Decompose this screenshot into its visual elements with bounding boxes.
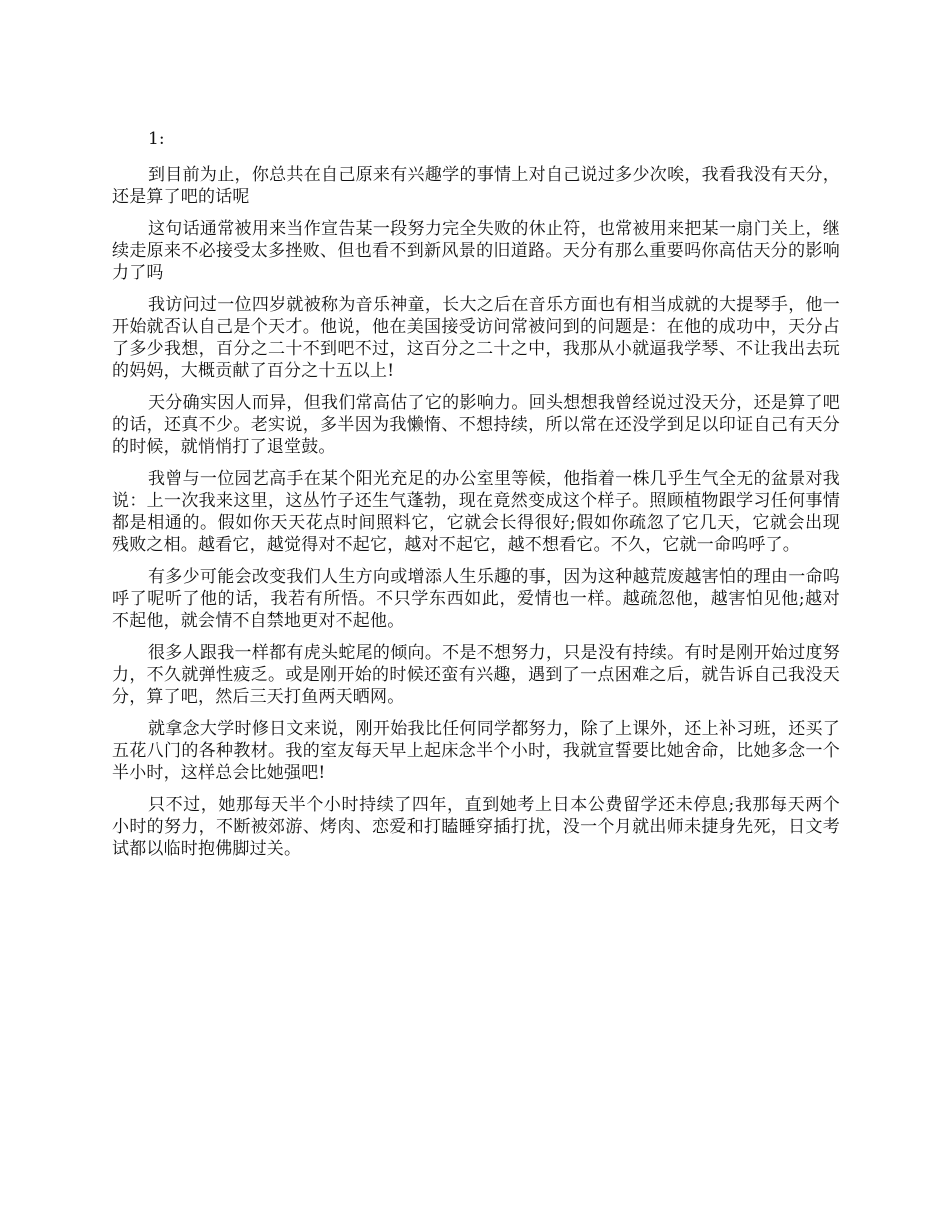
paragraph-2: 这句话通常被用来当作宣告某一段努力完全失败的休止符，也常被用来把某一扇门关上，继续走原来不必接受太多挫败、但也看不到新风景的旧道路。天分有那么重要吗你高估天分的影响力了吗 <box>112 219 840 283</box>
paragraph-9: 只不过，她那每天半个小时持续了四年，直到她考上日本公费留学还未停息;我那每天两个小时的努力，不断被郊游、烤肉、恋爱和打瞌睡穿插打扰，没一个月就出师未捷身先死，日文考试都以临时抱佛脚过关。 <box>112 795 840 859</box>
paragraph-4: 天分确实因人而异，但我们常高估了它的影响力。回头想想我曾经说过没天分，还是算了吧的话，还真不少。老实说，多半因为我懒惰、不想持续，所以常在还没学到足以印证自己有天分的时候，就悄悄打了退堂鼓。 <box>112 393 840 457</box>
paragraph-8: 就拿念大学时修日文来说，刚开始我比任何同学都努力，除了上课外，还上补习班，还买了五花八门的各种教材。我的室友每天早上起床念半个小时，我就宣誓要比她舍命，比她多念一个半小时，这样总会比她强吧! <box>112 719 840 783</box>
section-heading: 1: <box>148 129 165 149</box>
paragraph-3: 我访问过一位四岁就被称为音乐神童，长大之后在音乐方面也有相当成就的大提琴手，他一开始就否认自己是个天才。他说，他在美国接受访问常被问到的问题是：在他的成功中，天分占了多少我想，百分之二十不到吧不过，这百分之二十之中，我那从小就逼我学琴、不让我出去玩的妈妈，大概贡献了百分之十五以上! <box>112 295 840 381</box>
paragraph-6: 有多少可能会改变我们人生方向或增添人生乐趣的事，因为这种越荒废越害怕的理由一命呜呼了呢听了他的话，我若有所悟。不只学东西如此，爱情也一样。越疏忽他，越害怕见他;越对不起他，就会情不自禁地更对不起他。 <box>112 567 840 631</box>
paragraph-5: 我曾与一位园艺高手在某个阳光充足的办公室里等候，他指着一株几乎生气全无的盆景对我说：上一次我来这里，这丛竹子还生气蓬勃，现在竟然变成这个样子。照顾植物跟学习任何事情都是相通的。假如你天天花点时间照料它，它就会长得很好;假如你疏忽了它几天，它就会出现残败之相。越看它，越觉得对不起它，越对不起它，越不想看它。不久，它就一命呜呼了。 <box>112 469 840 555</box>
paragraph-7: 很多人跟我一样都有虎头蛇尾的倾向。不是不想努力，只是没有持续。有时是刚开始过度努力，不久就弹性疲乏。或是刚开始的时候还蛮有兴趣，遇到了一点困难之后，就告诉自己我没天分，算了吧，然后三天打鱼两天晒网。 <box>112 643 840 707</box>
paragraph-1: 到目前为止，你总共在自己原来有兴趣学的事情上对自己说过多少次唉，我看我没有天分，还是算了吧的话呢 <box>112 165 840 207</box>
document-page <box>112 128 840 870</box>
